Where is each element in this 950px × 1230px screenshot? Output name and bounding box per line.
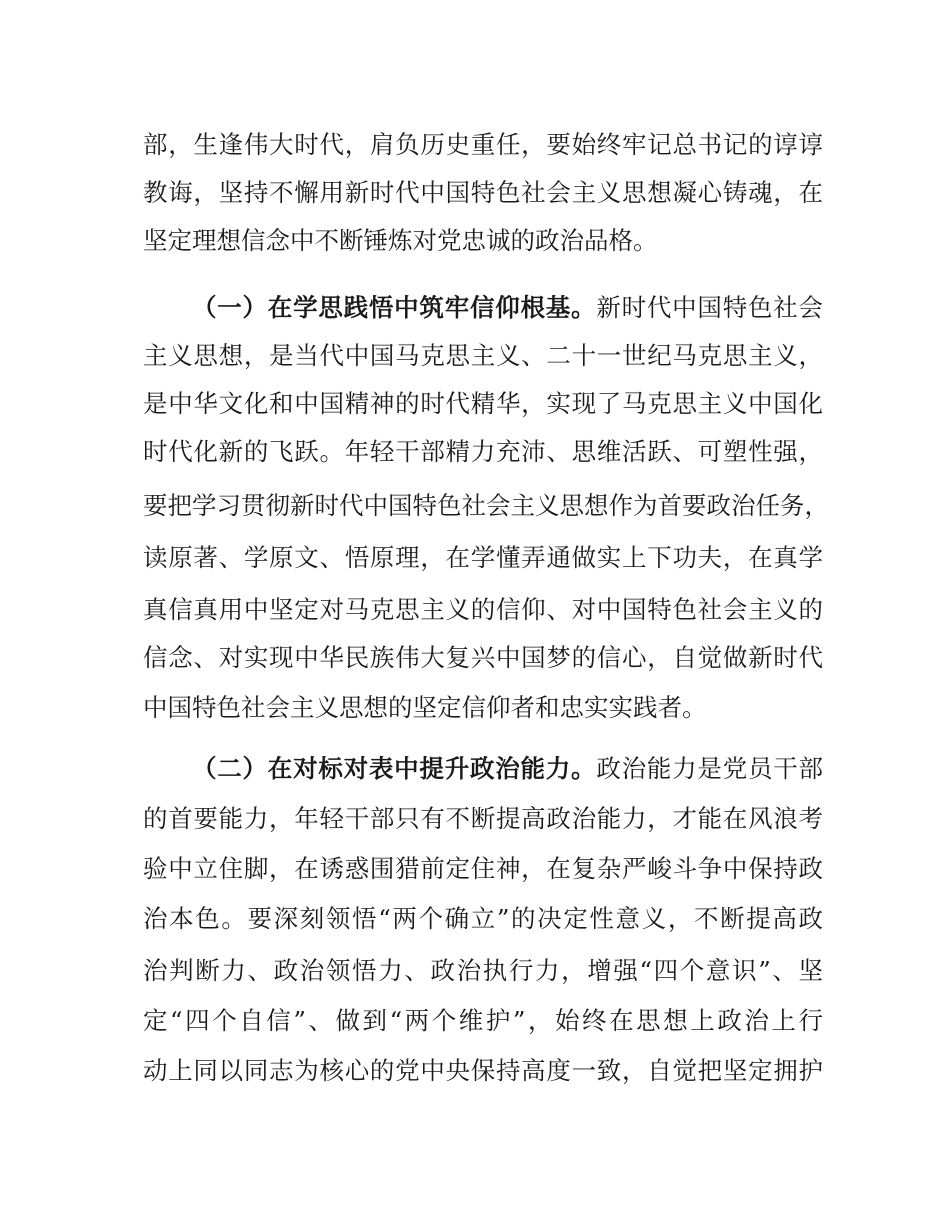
text-line: 真信真用中坚定对马克思主义的信仰、对中国特色社会主义的 <box>143 595 823 624</box>
text-run: 政治能力是党员干部 <box>596 754 824 783</box>
text-line: 验中立住脚，在诱惑围猎前定住神，在复杂严峻斗争中保持政 <box>143 854 823 883</box>
text-line: 治判断力、政治领悟力、政治执行力，增强“四个意识”、坚 <box>143 956 823 985</box>
paragraph-first-line <box>192 286 823 330</box>
text-line: 中国特色社会主义思想的坚定信仰者和忠实实践者。 <box>143 693 707 722</box>
text-line: 是中华文化和中国精神的时代精华，实现了马克思主义中国化 <box>143 389 823 418</box>
text-line: 治本色。要深刻领悟“两个确立”的决定性意义，不断提高政 <box>143 904 823 933</box>
text-line: 教诲，坚持不懈用新时代中国特色社会主义思想凝心铸魂，在 <box>143 178 823 207</box>
text-line: 的首要能力，年轻干部只有不断提高政治能力，才能在风浪考 <box>143 804 823 833</box>
text-run: 新时代中国特色社会 <box>596 293 824 322</box>
text-line: 主义思想，是当代中国马克思主义、二十一世纪马克思主义， <box>143 341 823 370</box>
text-line: 时代化新的飞跃。年轻干部精力充沛、思维活跃、可塑性强， <box>143 437 823 466</box>
section-heading: （一）在学思践悟中筑牢信仰根基。 <box>192 293 597 322</box>
text-line: 坚定理想信念中不断锤炼对党忠诚的政治品格。 <box>143 226 658 255</box>
section-heading: （二）在对标对表中提升政治能力。 <box>192 754 597 783</box>
text-line: 部，生逢伟大时代，肩负历史重任，要始终牢记总书记的谆谆 <box>143 130 823 159</box>
paragraph-first-line <box>192 747 823 791</box>
text-line: 信念、对实现中华民族伟大复兴中国梦的信心，自觉做新时代 <box>143 643 823 672</box>
text-line: 读原著、学原文、悟原理，在学懂弄通做实上下功夫，在真学 <box>143 543 823 572</box>
text-line: 动上同以同志为核心的党中央保持高度一致，自觉把坚定拥护 <box>143 1056 823 1085</box>
text-line: 要把学习贯彻新时代中国特色社会主义思想作为首要政治任务， <box>143 491 829 520</box>
text-line: 定“四个自信”、做到“两个维护”，始终在思想上政治上行 <box>143 1006 823 1035</box>
